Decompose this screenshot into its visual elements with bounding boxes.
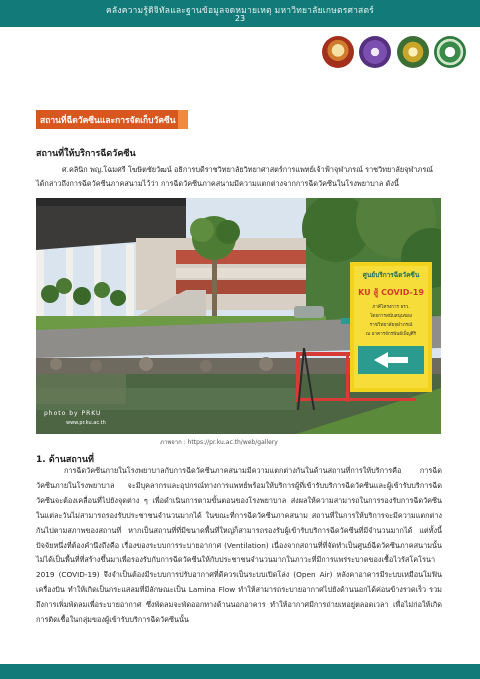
- sign-line-2: โดยการสนับสนุนของ: [369, 314, 413, 319]
- photo-watermark-url: www.pr.ku.ac.th: [66, 420, 106, 426]
- section-title: สถานที่ฉีดวัคซีนและการจัดเก็บวัคซีน: [40, 116, 176, 126]
- vaccination-center-photo: [36, 198, 441, 434]
- sign-title: ศูนย์บริการฉีดวัคซีน: [362, 271, 420, 279]
- sign-line-4: ณ อาคารจักรพันธ์เพ็ญศิริ: [366, 332, 416, 337]
- photo-watermark: photo by PRKU: [44, 410, 102, 417]
- sign-line-1: ภาคีโครงการ ธรว.: [372, 305, 410, 310]
- logo-row: [322, 36, 472, 70]
- section-1-body: การฉีดวัคซีนภายในโรงพยาบาลกับการฉีดวัคซีนภาคสนามมีความแตกต่างกันในด้านสถานที่การให้บริการคือ การฉีดวัคซีนภายในโรงพยาบาล จะมีบุคลากรและอุปกรณ์ทางการแพทย์พร้อมให้บริการผู้ที่เข้ารับบริการฉีดวัคซีนและผู้เข้ารับบริการฉีดวัคซีนจะต้องเคลื่อนที่ไปยังจุดต่าง ๆ เพื่อดำเนินการตามขั้นตอนของโรงพยาบาล ส่งผลให้ความสามารถในการรองรับการฉีดวัคซีนในแต่ละวันไม่สามารถรองรับประชาชนจำนวนมากได้ ในขณะที่การฉีดวัคซีนภาคสนาม สถานที่ในการให้บริการจะมีความแตกต่างกันไปตามสภาพของสถานที่ หากเป็นสถานที่ที่มีขนาดพื้นที่ใหญ่ก็สามารถรองรับผู้เข้ารับบริการฉีดวัคซีนที่มีจำนวนมากได้ แต่ทั้งนี้ปัจจัยหนึ่งที่ต้องคำนึงถึงคือ เรื่องของระบบการระบายอากาศ (Ventilation) เนื่องจากสถานที่ที่จัดทำเป็นศูนย์ฉีดวัคซีนภาคสนามนั้น ไม่ได้เป็นพื้นที่ที่สร้างขึ้นมาเพื่อรองรับกับการฉีดวัคซีนให้กับประชาชนจำนวนมากในภาวะที่มีการแพร่ระบาดของเชื้อไวรัสโคโรนา 2019 (COVID-19) จึงจำเป็นต้องมีระบบการปรับอากาศที่ดีควรเป็นระบบเปิดโล่ง (Open Air) หลังคาอาคารมีระบบเหมือนโมฟินเครื่องบิน ทำให้เกิดเป็นกระแสลมที่มีลักษณะเป็น Lamina Flow ทำให้สามารถระบายอากาศไปยังด้านนอกได้ค่อนข้างรวดเร็ว รวมถึงการเพิ่มพัดลมเพื่อระบายอากาศ ซึ่งพัดลมจะพัดออกทางด้านนอกอาคาร ทำให้อากาศมีการถ่ายเทอยู่ตลอดเวลา เพื่อไม่ก่อให้เกิดการติดเชื้อในกลุ่มของผู้เข้ารับบริการฉีดวัคซีนนั้น: [36, 466, 442, 625]
- section-title-accent: [178, 110, 188, 129]
- sign-subtitle: KU สู้ COVID-19: [358, 288, 424, 297]
- section-1-title: 1. ด้านสถานที่: [36, 455, 94, 465]
- institute-seal-logo: [359, 36, 391, 68]
- intro-paragraph: ศ.คลินิก พญ.โฉมศรี โฆษิตชัยวัฒน์ อธิการบดีราชวิทยาลัยวิทยาศาสตร์การแพทย์เจ้าฟ้าจุฬาภรณ์ ราชวิทยาลัยจุฬาภรณ์ ได้กล่าวถึงการฉีดวัคซีนภาคสนามไว้ว่า การฉีดวัคซีนภาคสนามมีความแตกต่างจากการฉีดวัคซีนในโรงพยาบาล ดังนี้: [36, 165, 434, 188]
- footer-band: [0, 664, 480, 679]
- university-seal-logo: [322, 36, 354, 68]
- subheading: สถานที่ให้บริการฉีดวัคซีน: [36, 149, 136, 159]
- header-title: คลังความรู้ดิจิทัลและฐานข้อมูลจดหมายเหตุ มหาวิทยาลัยเกษตรศาสตร์: [106, 6, 374, 16]
- archive-seal-logo: [434, 36, 466, 68]
- library-seal-logo: [397, 36, 429, 68]
- photo-credit: ภาพจาก : https://pr.ku.ac.th/web/gallery: [160, 439, 278, 446]
- sign-line-3: ราชวิทยาลัยจุฬาภรณ์: [369, 323, 413, 328]
- page-number: 23: [234, 14, 246, 23]
